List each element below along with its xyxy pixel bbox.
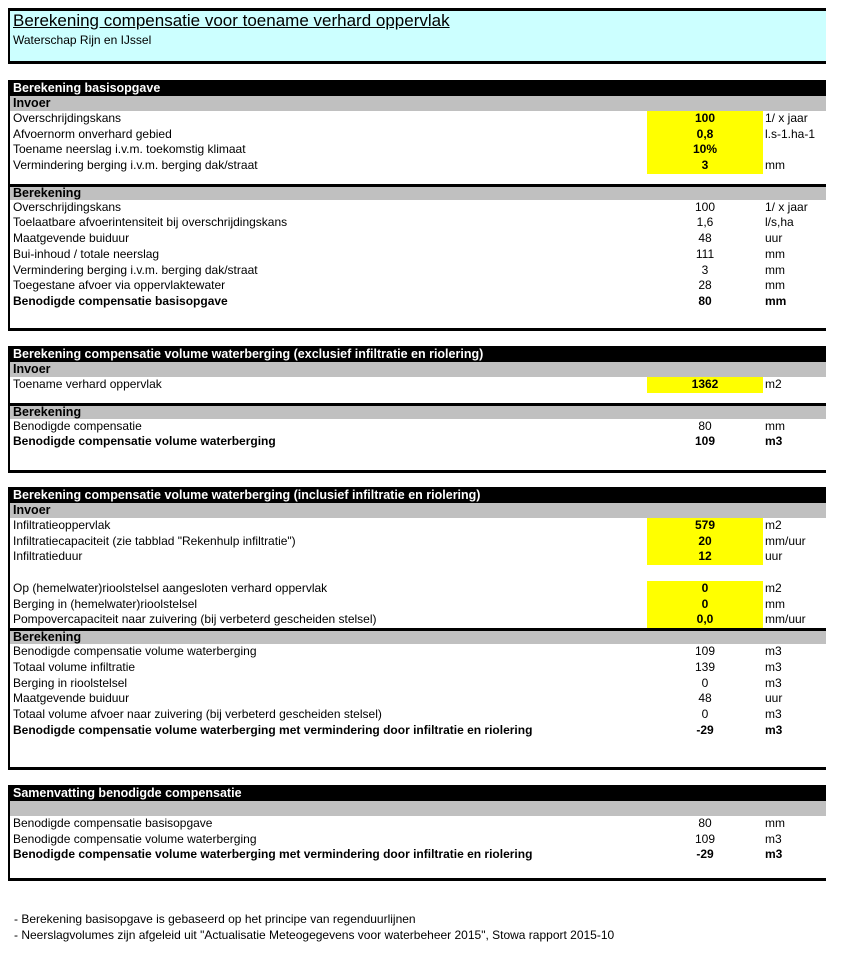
row-unit: mm	[765, 278, 785, 293]
row-label: Toegestane afvoer via oppervlaktewater	[13, 278, 226, 293]
input-value-cell[interactable]: 1362	[647, 377, 763, 393]
row-unit: uur	[765, 231, 783, 246]
invoer-rows-infiltratie	[10, 518, 826, 565]
row-unit: m2	[765, 377, 782, 391]
row-unit: m3	[765, 659, 782, 674]
table-row	[10, 215, 826, 231]
row-unit: m3	[765, 434, 783, 449]
table-row	[10, 142, 826, 158]
row-unit: m3	[765, 644, 782, 659]
berekening-rows	[10, 419, 826, 450]
invoer-rows	[10, 111, 826, 174]
table-row	[10, 612, 826, 628]
table-row	[10, 847, 826, 863]
invoer-header: Invoer	[10, 503, 826, 518]
footnotes	[14, 911, 614, 943]
row-label: Toelaatbare afvoerintensiteit bij overschrijdingskans	[13, 215, 288, 230]
row-label: Bui-inhoud / totale neerslag	[13, 246, 160, 261]
table-row	[10, 158, 826, 174]
row-label: Afvoernorm onverhard gebied	[13, 126, 172, 141]
computed-value: -29	[696, 847, 714, 862]
table-row	[10, 263, 826, 279]
row-unit: mm	[765, 158, 785, 173]
row-unit: mm	[765, 262, 785, 277]
computed-value: 3	[701, 262, 709, 277]
row-label: Benodigde compensatie basisopgave	[13, 293, 228, 308]
input-value-cell[interactable]: 0	[647, 597, 763, 613]
row-unit: m2	[765, 581, 782, 596]
row-label: Berging in (hemelwater)rioolstelsel	[13, 596, 198, 611]
row-unit: m3	[765, 706, 782, 721]
table-row	[10, 549, 826, 565]
row-unit: m3	[765, 722, 783, 737]
table-row	[10, 597, 826, 613]
summary-rows	[10, 816, 826, 863]
row-unit: m3	[765, 847, 783, 862]
table-row	[10, 534, 826, 550]
table-row	[10, 111, 826, 127]
table-row	[10, 419, 826, 435]
row-label: Benodigde compensatie volume waterberging met vermindering door infiltratie en riolering	[13, 847, 533, 862]
input-value-cell[interactable]: 0,0	[647, 612, 763, 628]
row-unit: mm	[765, 596, 785, 611]
row-label: Benodigde compensatie volume waterberging	[13, 644, 257, 659]
table-row	[10, 518, 826, 534]
row-unit: l/s,ha	[765, 215, 794, 230]
invoer-rows	[10, 377, 826, 393]
row-unit: mm/uur	[765, 533, 806, 548]
berekening-rows	[10, 644, 826, 738]
row-label: Overschrijdingskans	[13, 199, 122, 214]
table-row	[10, 294, 826, 310]
summary-grey-band	[10, 801, 826, 816]
row-unit: mm	[765, 816, 785, 830]
row-unit: l.s-1.ha-1	[765, 126, 816, 141]
row-label: Infiltratieduur	[13, 549, 83, 564]
computed-value: 109	[694, 434, 716, 449]
computed-value: 109	[694, 644, 716, 659]
section-inclusief	[8, 487, 826, 770]
table-row	[10, 723, 826, 739]
row-unit: m3	[765, 675, 782, 690]
input-value-cell[interactable]: 10%	[647, 142, 763, 158]
input-value-cell[interactable]: 100	[647, 111, 763, 127]
footnote: - Neerslagvolumes zijn afgeleid uit "Actualisatie Meteogegevens voor waterbeheer 2015", Stowa rapport 2015-10	[14, 928, 615, 942]
row-label: Maatgevende buiduur	[13, 231, 130, 246]
computed-value: 0	[701, 706, 709, 721]
row-unit: mm/uur	[765, 612, 806, 627]
table-row	[10, 816, 826, 832]
title-box	[8, 8, 826, 64]
computed-value: 80	[698, 816, 712, 830]
row-label: Benodigde compensatie volume waterberging met vermindering door infiltratie en riolering	[13, 722, 533, 737]
input-value-cell[interactable]: 0	[647, 581, 763, 597]
section-title: Berekening compensatie volume waterberging (inclusief infiltratie en riolering)	[10, 487, 826, 503]
table-row	[10, 434, 826, 450]
row-label: Benodigde compensatie volume waterberging	[13, 831, 257, 846]
table-row	[10, 691, 826, 707]
berekening-header: Berekening	[10, 403, 826, 419]
berekening-header: Berekening	[10, 628, 826, 644]
row-label: Pompovercapaciteit naar zuivering (bij verbeterd gescheiden stelsel)	[13, 612, 377, 627]
row-unit: 1/ x jaar	[765, 111, 808, 125]
table-row	[10, 127, 826, 143]
computed-value: 48	[698, 231, 712, 246]
table-row	[10, 676, 826, 692]
computed-value: 139	[694, 659, 716, 674]
computed-value: -29	[696, 722, 714, 737]
input-value-cell[interactable]: 0,8	[647, 127, 763, 143]
table-row	[10, 644, 826, 660]
row-label: Toename neerslag i.v.m. toekomstig klimaat	[13, 142, 246, 157]
page-title: Berekening compensatie voor toename verhard oppervlak	[13, 11, 450, 30]
row-unit: mm	[765, 418, 785, 433]
table-row	[10, 200, 826, 216]
computed-value: 48	[698, 691, 712, 706]
row-unit: m2	[765, 518, 782, 532]
row-unit: uur	[765, 691, 783, 706]
section-exclusief	[8, 346, 826, 473]
input-value-cell[interactable]: 20	[647, 534, 763, 550]
computed-value: 109	[694, 831, 716, 846]
row-label: Infiltratiecapaciteit (zie tabblad "Rekenhulp infiltratie")	[13, 533, 296, 548]
row-label: Vermindering berging i.v.m. berging dak/straat	[13, 158, 258, 173]
table-row	[10, 581, 826, 597]
row-label: Berging in rioolstelsel	[13, 675, 128, 690]
row-unit: uur	[765, 549, 783, 564]
row-unit: 1/ x jaar	[765, 199, 808, 214]
row-label: Infiltratieoppervlak	[13, 518, 111, 532]
table-row	[10, 377, 826, 393]
footnote: - Berekening basisopgave is gebaseerd op het principe van regenduurlijnen	[14, 912, 416, 926]
input-value-cell[interactable]: 579	[647, 518, 763, 534]
row-label: Toename verhard oppervlak	[13, 377, 162, 391]
table-row	[10, 707, 826, 723]
organisation-name: Waterschap Rijn en IJssel	[13, 33, 152, 47]
table-row	[10, 247, 826, 263]
computed-value: 0	[701, 675, 709, 690]
row-label: Benodigde compensatie volume waterberging	[13, 434, 276, 449]
table-row	[10, 660, 826, 676]
berekening-header: Berekening	[10, 184, 826, 200]
table-row	[10, 278, 826, 294]
section-title: Berekening compensatie volume waterberging (exclusief infiltratie en riolering)	[10, 346, 826, 362]
row-label: Op (hemelwater)rioolstelsel aangesloten verhard oppervlak	[13, 581, 328, 596]
table-row	[10, 231, 826, 247]
row-label: Benodigde compensatie	[13, 418, 142, 433]
berekening-rows	[10, 200, 826, 310]
computed-value: 100	[694, 199, 716, 214]
invoer-rows-riolering	[10, 581, 826, 628]
section-title: Berekening basisopgave	[10, 80, 826, 96]
row-label: Totaal volume afvoer naar zuivering (bij verbeterd gescheiden stelsel)	[13, 706, 382, 721]
row-label: Vermindering berging i.v.m. berging dak/straat	[13, 262, 258, 277]
computed-value: 80	[698, 418, 712, 433]
computed-value: 80	[698, 293, 712, 308]
invoer-header: Invoer	[10, 96, 826, 111]
row-unit: mm	[765, 293, 787, 308]
row-unit: m3	[765, 831, 782, 846]
computed-value: 28	[698, 278, 712, 293]
section-title: Samenvatting benodigde compensatie	[10, 785, 826, 801]
row-label: Totaal volume infiltratie	[13, 659, 136, 674]
input-value-cell[interactable]: 3	[647, 158, 763, 174]
computed-value: 111	[695, 246, 715, 261]
row-label: Benodigde compensatie basisopgave	[13, 816, 213, 830]
section-samenvatting	[8, 785, 826, 881]
row-label: Overschrijdingskans	[13, 111, 122, 125]
input-value-cell[interactable]: 12	[647, 549, 763, 565]
row-unit: mm	[765, 246, 785, 261]
row-label: Maatgevende buiduur	[13, 691, 130, 706]
invoer-header: Invoer	[10, 362, 826, 377]
section-basisopgave	[8, 80, 826, 331]
table-row	[10, 832, 826, 848]
computed-value: 1,6	[696, 215, 714, 230]
